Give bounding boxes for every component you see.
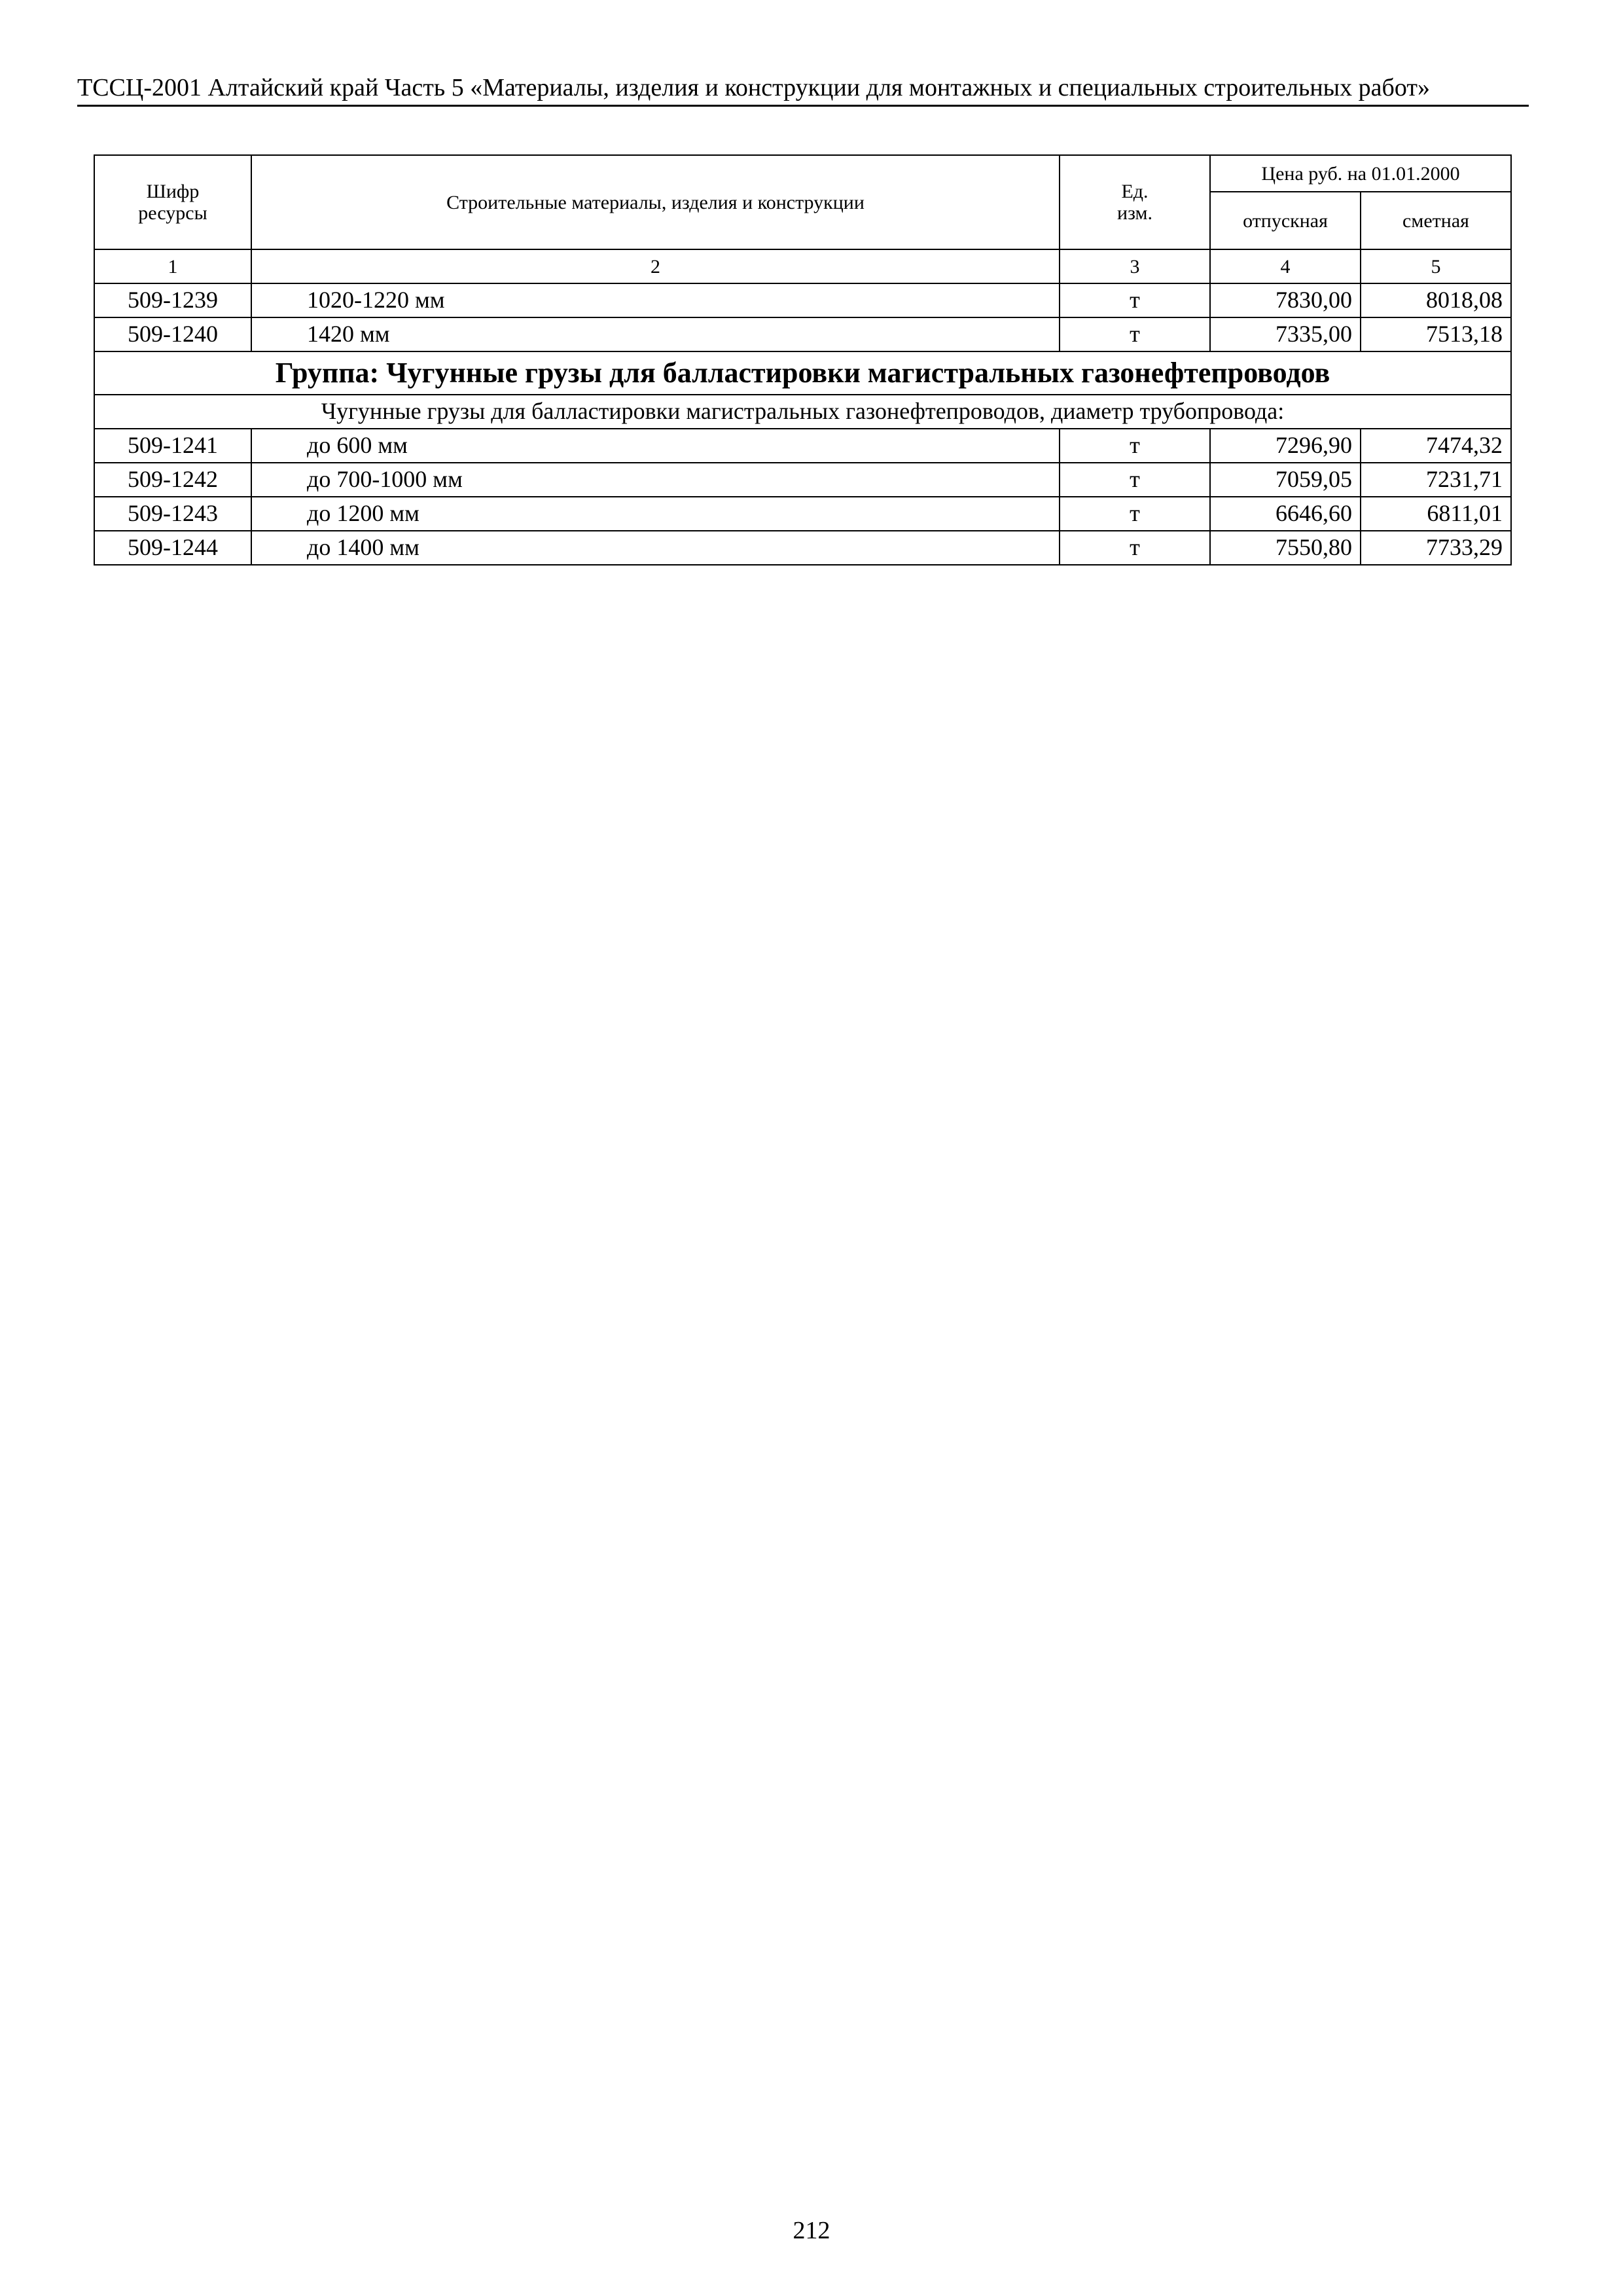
estimate-price: 7513,18 [1361, 317, 1511, 351]
running-head: ТССЦ-2001 Алтайский край Часть 5 «Материалы, изделия и конструкции для монтажных и специальных строительных работ» [77, 74, 1430, 101]
header-unit-line1: Ед. [1121, 181, 1149, 202]
resource-code: 509-1244 [94, 531, 251, 565]
table-row [94, 531, 1511, 565]
table-row [94, 429, 1511, 463]
material-name: до 700-1000 мм [251, 463, 1060, 497]
material-name: до 600 мм [251, 429, 1060, 463]
header-materials: Строительные материалы, изделия и конструкции [251, 155, 1060, 249]
release-price: 7059,05 [1210, 463, 1361, 497]
subgroup-title: Чугунные грузы для балластировки магистральных газонефтепроводов, диаметр трубопровода: [94, 395, 1511, 429]
table-row [94, 317, 1511, 351]
estimate-price: 8018,08 [1361, 283, 1511, 317]
material-name: 1020-1220 мм [251, 283, 1060, 317]
unit: т [1060, 497, 1210, 531]
estimate-price: 7733,29 [1361, 531, 1511, 565]
page-number: 212 [793, 2217, 830, 2244]
column-number: 1 [94, 249, 251, 283]
estimate-price: 7231,71 [1361, 463, 1511, 497]
header-unit [1060, 155, 1210, 249]
unit: т [1060, 429, 1210, 463]
column-number: 5 [1361, 249, 1511, 283]
column-number: 4 [1210, 249, 1361, 283]
resource-code: 509-1243 [94, 497, 251, 531]
unit: т [1060, 463, 1210, 497]
resource-code: 509-1239 [94, 283, 251, 317]
unit: т [1060, 317, 1210, 351]
estimate-price: 7474,32 [1361, 429, 1511, 463]
header-rule [77, 105, 1529, 107]
table-row [94, 463, 1511, 497]
header-code-line1: Шифр [146, 181, 200, 202]
header-estimate-price: сметная [1361, 192, 1511, 249]
resource-code: 509-1240 [94, 317, 251, 351]
group-title: Группа: Чугунные грузы для балластировки магистральных газонефтепроводов [94, 351, 1511, 395]
estimate-price: 6811,01 [1361, 497, 1511, 531]
price-table [94, 154, 1512, 565]
column-number: 2 [251, 249, 1060, 283]
unit: т [1060, 531, 1210, 565]
resource-code: 509-1242 [94, 463, 251, 497]
table-row [94, 283, 1511, 317]
unit: т [1060, 283, 1210, 317]
column-number-row [94, 249, 1511, 283]
header-unit-line2: изм. [1117, 202, 1152, 224]
header-release-price: отпускная [1210, 192, 1361, 249]
header-code-line2: ресурсы [138, 202, 207, 224]
table-row [94, 497, 1511, 531]
material-name: до 1400 мм [251, 531, 1060, 565]
resource-code: 509-1241 [94, 429, 251, 463]
release-price: 7550,80 [1210, 531, 1361, 565]
header-price-group: Цена руб. на 01.01.2000 [1210, 155, 1511, 192]
release-price: 7296,90 [1210, 429, 1361, 463]
header-code [94, 155, 251, 249]
column-number: 3 [1060, 249, 1210, 283]
material-name: до 1200 мм [251, 497, 1060, 531]
release-price: 7830,00 [1210, 283, 1361, 317]
release-price: 7335,00 [1210, 317, 1361, 351]
material-name: 1420 мм [251, 317, 1060, 351]
release-price: 6646,60 [1210, 497, 1361, 531]
